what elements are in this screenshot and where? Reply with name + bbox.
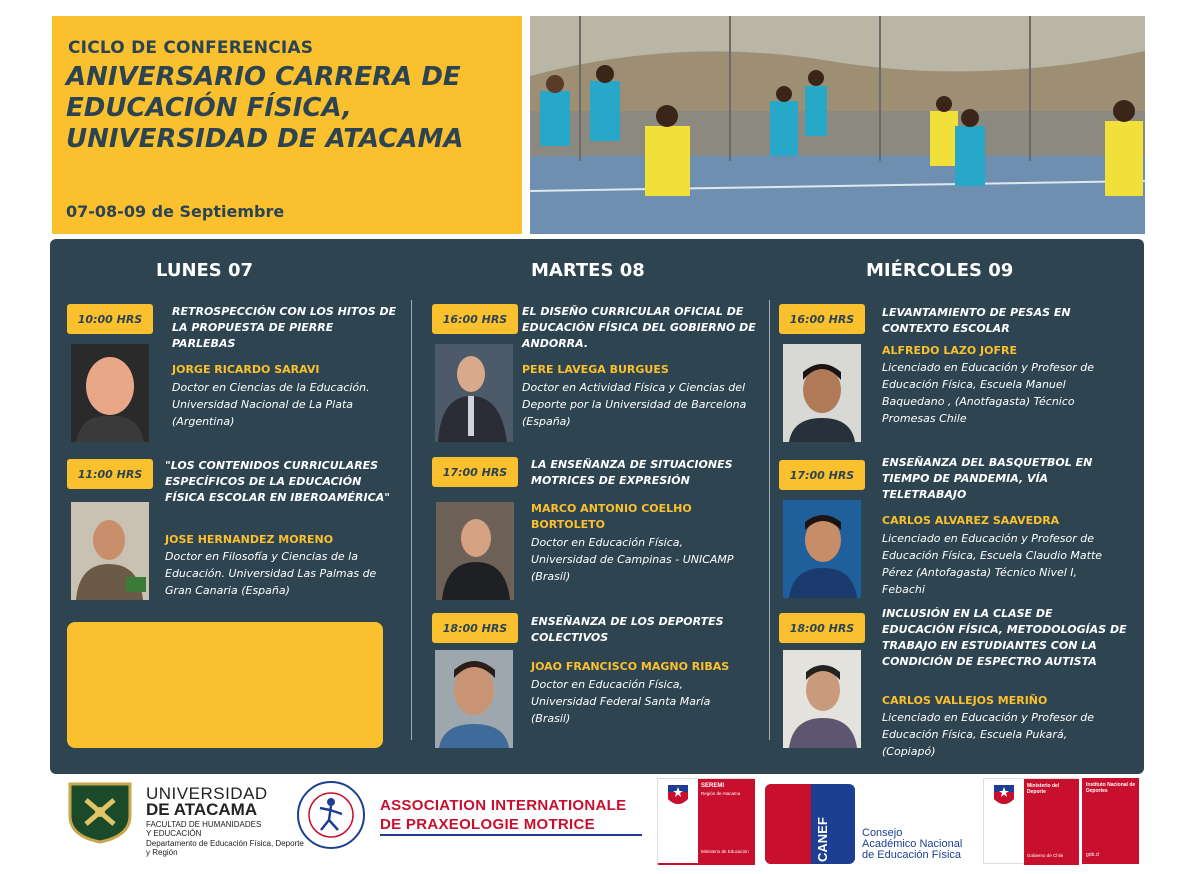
aipm-seal-logo [296, 780, 366, 850]
talk-title: RETROSPECCIÓN CON LOS HITOS DE LA PROPUESTA DE PIERRE PARLEBAS [172, 305, 397, 350]
ministerio-deporte-logo [983, 778, 1078, 864]
speaker-photo [783, 344, 861, 442]
series-label: CICLO DE CONFERENCIAS [68, 38, 314, 58]
coat-of-arms-icon [658, 779, 698, 811]
uda-faculty: FACULTAD DE HUMANIDADES Y EDUCACIÓN [146, 820, 262, 838]
ind-url: gob.cl [1086, 852, 1100, 858]
speaker-name: PERE LAVEGA BURGUES [522, 363, 669, 376]
sports-photo-illustration [530, 16, 1145, 234]
coat-of-arms-icon [984, 779, 1024, 811]
session-time: 18:00 HRS [432, 613, 518, 643]
session-time: 18:00 HRS [779, 613, 865, 643]
day-heading-monday: LUNES 07 [156, 260, 254, 281]
speaker-photo [783, 500, 861, 598]
mindep-government: Gobierno de Chile [1027, 853, 1064, 858]
speaker-photo [71, 344, 149, 442]
speaker-name: JORGE RICARDO SARAVI [172, 363, 320, 376]
mindep-title: Ministerio del Deporte [1027, 783, 1060, 795]
speaker-bio: Licenciado en Educación y Profesor de Educación Física, Escuela Pukará, (Copiapó) [882, 711, 1095, 758]
speaker-photo [435, 344, 513, 442]
canef-line2: Académico Nacional [862, 838, 963, 850]
speaker-photo [435, 650, 513, 748]
event-title: ANIVERSARIO CARRERA DE EDUCACIÓN FÍSICA, UNIVERSIDAD DE ATACAMA [66, 62, 464, 154]
uda-shield-logo [66, 780, 134, 844]
speaker-photo [436, 502, 514, 600]
speaker-bio: Doctor en Actividad Física y Ciencias del Deporte por la Universidad de Barcelona (España) [522, 381, 747, 428]
speaker-name: ALFREDO LAZO JOFRE [882, 344, 1017, 357]
speaker-bio: Doctor en Educación Física, Universidad Federal Santa María (Brasil) [531, 678, 711, 725]
session-time: 17:00 HRS [432, 457, 518, 487]
speaker-bio: Doctor en Ciencias de la Educación. Universidad Nacional de La Plata (Argentina) [172, 381, 370, 428]
session-time: 16:00 HRS [432, 304, 518, 334]
speaker-bio: Doctor en Educación Física, Universidad de Campinas - UNICAMP (Brasil) [531, 536, 734, 583]
seremi-ministry: Ministerio de Educación [701, 849, 749, 854]
uda-department: Departamento de Educación Física, Deporte y Región [146, 839, 304, 857]
session-time: 17:00 HRS [779, 460, 865, 490]
seremi-region: Región de Atacama [701, 791, 741, 796]
speaker-photo [71, 502, 149, 600]
speaker-name: JOSE HERNANDEZ MORENO [165, 533, 334, 546]
talk-title: INCLUSIÓN EN LA CLASE DE EDUCACIÓN FÍSICA, METODOLOGÍAS DE TRABAJO EN ESTUDIANTES CON LA CONDICIÓN DE ESPECTRO AUTISTA [882, 607, 1127, 668]
uda-name-line2: DE ATACAMA [146, 800, 258, 819]
speaker-name: CARLOS ALVAREZ SAAVEDRA [882, 514, 1060, 527]
placeholder-block [67, 622, 383, 748]
speaker-bio: Licenciado en Educación y Profesor de Educación Física, Escuela Claudio Matte Pérez (Antofagasta) Técnico Nivel I, Febachi [882, 532, 1103, 596]
students-sports-photo [530, 16, 1145, 234]
event-dates: 07-08-09 de Septiembre [66, 202, 285, 221]
talk-title: LEVANTAMIENTO DE PESAS EN CONTEXTO ESCOLAR [882, 306, 1071, 335]
speaker-name: CARLOS VALLEJOS MERIÑO [882, 694, 1048, 707]
canef-logo [765, 784, 855, 864]
speaker-bio: Doctor en Filosofía y Ciencias de la Educación. Universidad Las Palmas de Gran Canaria (España) [165, 550, 377, 597]
talk-title: ENSEÑANZA DEL BASQUETBOL EN TIEMPO DE PANDEMIA, VÍA TELETRABAJO [882, 456, 1093, 501]
canef-line1: Consejo [862, 827, 903, 839]
ind-logo [1082, 778, 1139, 864]
aipm-name-line2: DE PRAXEOLOGIE MOTRICE [380, 816, 595, 833]
column-divider [769, 300, 770, 740]
day-heading-tuesday: MARTES 08 [531, 260, 645, 281]
session-time: 16:00 HRS [779, 304, 865, 334]
uda-name-line1: UNIVERSIDAD [146, 784, 268, 803]
column-divider [411, 300, 412, 740]
day-heading-wednesday: MIÉRCOLES 09 [866, 260, 1014, 281]
talk-title: "LOS CONTENIDOS CURRICULARES ESPECÍFICOS DE LA EDUCACIÓN FÍSICA ESCOLAR EN IBEROAMÉRICA" [165, 459, 390, 504]
speaker-photo [783, 650, 861, 748]
aipm-name-line1: ASSOCIATION INTERNATIONALE [380, 797, 627, 814]
aipm-underline [380, 834, 642, 836]
talk-title: LA ENSEÑANZA DE SITUACIONES MOTRICES DE EXPRESIÓN [531, 458, 733, 487]
seremi-logo [657, 778, 754, 864]
talk-title: ENSEÑANZA DE LOS DEPORTES COLECTIVOS [531, 615, 724, 644]
session-time: 11:00 HRS [67, 459, 153, 489]
seremi-title: SEREMI [701, 783, 725, 789]
canef-line3: de Educación Física [862, 849, 962, 861]
speaker-name: MARCO ANTONIO COELHO BORTOLETO [531, 502, 692, 531]
canef-abbr: CANEF [815, 817, 830, 862]
speaker-name: JOAO FRANCISCO MAGNO RIBAS [531, 660, 730, 673]
speaker-bio: Licenciado en Educación y Profesor de Educación Física, Escuela Manuel Baquedano , (Anotfagasta) Técnico Promesas Chile [882, 361, 1095, 425]
session-time: 10:00 HRS [67, 304, 153, 334]
ind-title: Instituto Nacional de Deportes [1086, 782, 1136, 794]
talk-title: EL DISEÑO CURRICULAR OFICIAL DE EDUCACIÓN FÍSICA DEL GOBIERNO DE ANDORRA. [522, 305, 756, 350]
